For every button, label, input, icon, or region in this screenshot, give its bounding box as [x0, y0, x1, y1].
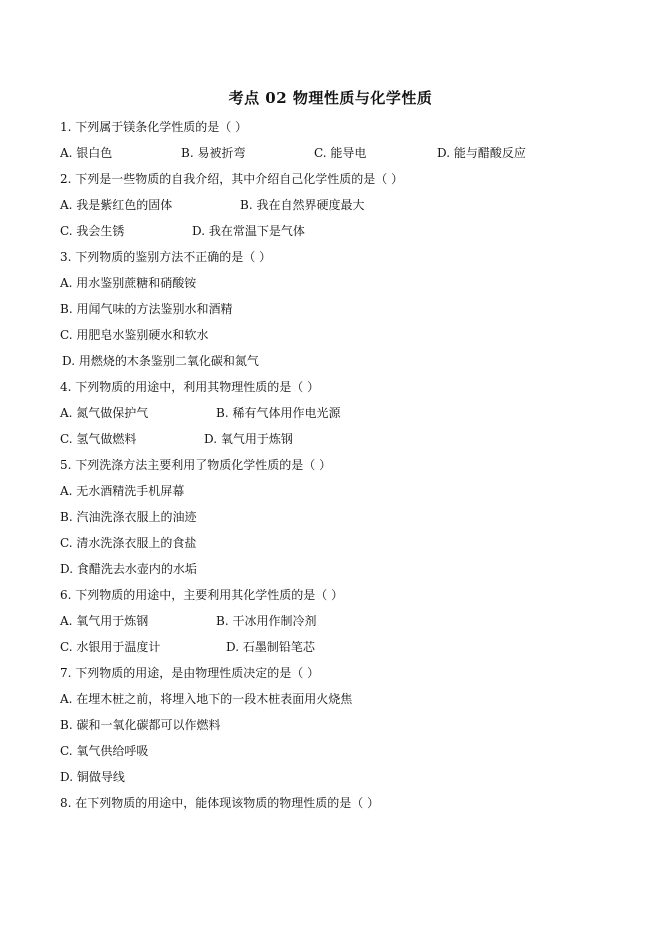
- question-7-option-a: A. 在埋木桩之前，将埋入地下的一段木桩表面用火烧焦: [60, 692, 353, 706]
- question-2-option-b: B. 我在自然界硬度最大: [240, 198, 365, 212]
- question-1-option-c: C. 能导电: [314, 146, 367, 160]
- question-4-option-b: B. 稀有气体用作电光源: [216, 406, 341, 420]
- question-5-option-a: A. 无水酒精洗手机屏幕: [60, 484, 185, 498]
- question-1-option-d: D. 能与醋酸反应: [437, 146, 526, 160]
- question-5-stem: 5. 下列洗涤方法主要利用了物质化学性质的是（ ）: [60, 458, 332, 472]
- question-7-option-c: C. 氧气供给呼吸: [60, 744, 149, 758]
- question-6-option-a: A. 氧气用于炼钢: [60, 614, 149, 628]
- question-3-option-d: D. 用燃烧的木条鉴别二氧化碳和氮气: [62, 354, 259, 368]
- question-1-option-b: B. 易被折弯: [181, 146, 246, 160]
- question-7-option-b: B. 碳和一氧化碳都可以作燃料: [60, 718, 221, 732]
- question-2-option-c: C. 我会生锈: [60, 224, 125, 238]
- question-1-option-a: A. 银白色: [60, 146, 113, 160]
- question-3-option-c: C. 用肥皂水鉴别硬水和软水: [60, 328, 209, 342]
- question-1-stem: 1. 下列属于镁条化学性质的是（ ）: [60, 120, 248, 134]
- question-3-option-a: A. 用水鉴别蔗糖和硝酸铵: [60, 276, 197, 290]
- question-4-stem: 4. 下列物质的用途中，利用其物理性质的是（ ）: [60, 380, 320, 394]
- question-3-option-b: B. 用闻气味的方法鉴别水和酒精: [60, 302, 233, 316]
- question-3-stem: 3. 下列物质的鉴别方法不正确的是（ ）: [60, 250, 272, 264]
- question-4-option-c: C. 氢气做燃料: [60, 432, 137, 446]
- question-7-option-d: D. 铜做导线: [60, 770, 125, 784]
- question-5-option-c: C. 清水洗涤衣服上的食盐: [60, 536, 197, 550]
- question-4-option-a: A. 氮气做保护气: [60, 406, 149, 420]
- question-7-stem: 7. 下列物质的用途，是由物理性质决定的是（ ）: [60, 666, 320, 680]
- question-8-stem: 8. 在下列物质的用途中，能体现该物质的物理性质的是（ ）: [60, 796, 380, 810]
- question-5-option-b: B. 汽油洗涤衣服上的油迹: [60, 510, 197, 524]
- question-2-stem: 2. 下列是一些物质的自我介绍，其中介绍自己化学性质的是（ ）: [60, 172, 404, 186]
- question-6-option-c: C. 水银用于温度计: [60, 640, 161, 654]
- page-title: 考点 02 物理性质与化学性质: [228, 89, 433, 107]
- question-4-option-d: D. 氧气用于炼钢: [204, 432, 293, 446]
- question-5-option-d: D. 食醋洗去水壶内的水垢: [60, 562, 197, 576]
- question-2-option-a: A. 我是紫红色的固体: [60, 198, 173, 212]
- question-6-stem: 6. 下列物质的用途中，主要利用其化学性质的是（ ）: [60, 588, 344, 602]
- question-6-option-d: D. 石墨制铅笔芯: [226, 640, 315, 654]
- question-6-option-b: B. 干冰用作制冷剂: [216, 614, 317, 628]
- question-2-option-d: D. 我在常温下是气体: [192, 224, 305, 238]
